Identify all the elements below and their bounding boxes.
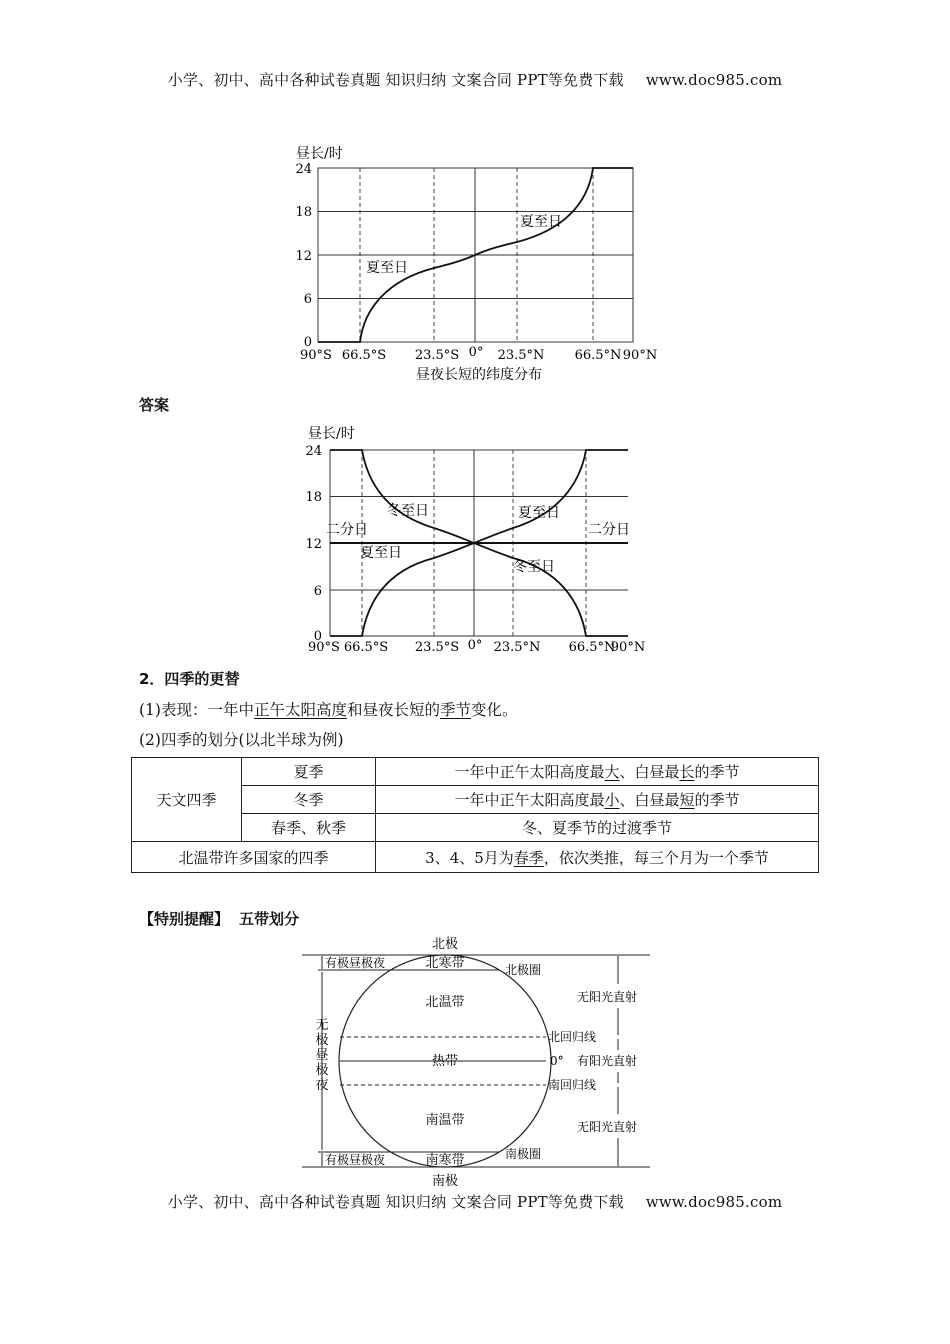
chart2-label-equinox-right: 二分日 xyxy=(588,522,630,538)
no-polar-char: 夜 xyxy=(315,1078,329,1093)
south-temperate-label: 南温带 xyxy=(425,1113,465,1128)
chart1-ytick: 0 xyxy=(303,335,312,350)
chart2-ylabel: 昼长/时 xyxy=(308,426,355,442)
p1-suffix: 变化。 xyxy=(471,701,518,719)
chart2-xtick: 90°S xyxy=(308,640,340,655)
chart2-ytick: 0 xyxy=(313,629,322,644)
p1-mid: 和昼夜长短的 xyxy=(346,701,440,719)
chart1-caption: 昼夜长短的纬度分布 xyxy=(416,367,542,383)
chart2-label-summer-right: 夏至日 xyxy=(518,505,560,521)
no-polar-char: 极 xyxy=(315,1033,329,1048)
south-pole-label: 南极 xyxy=(431,1174,459,1188)
winter-cell: 冬季 xyxy=(242,786,376,814)
antarctic-circle-label: 南极圈 xyxy=(505,1147,542,1161)
arctic-circle-label: 北极圈 xyxy=(505,963,542,977)
chart2-xtick: 66.5°S xyxy=(343,640,389,655)
chart2-ytick: 18 xyxy=(305,490,322,505)
no-direct-top-label: 无阳光直射 xyxy=(577,990,638,1004)
winter-desc: 一年中正午太阳高度最小、白昼最短的季节 xyxy=(376,786,819,814)
footer-url: www.doc985.com xyxy=(645,1193,783,1211)
p1-underline-2: 季节 xyxy=(440,701,472,719)
chart1-ylabel: 昼长/时 xyxy=(296,146,343,162)
chart1-xtick: 0° xyxy=(468,345,484,360)
p1-underline-1: 正午太阳高度 xyxy=(253,701,347,719)
reminder-heading xyxy=(139,908,299,929)
chart1-label-right: 夏至日 xyxy=(520,214,562,230)
seasons-table xyxy=(131,757,819,873)
no-polar-char: 极 xyxy=(315,1063,329,1078)
chart2-ytick: 6 xyxy=(313,584,322,599)
chart1-xtick: 23.5°N xyxy=(497,348,545,363)
chart1-xtick: 90°N xyxy=(622,348,658,363)
north-pole-label: 北极 xyxy=(431,937,459,952)
spring-autumn-desc: 冬、夏季节的过渡季节 xyxy=(376,814,819,842)
table-row xyxy=(132,758,819,786)
chart1-xtick: 23.5°S xyxy=(414,348,460,363)
chart2-ytick: 24 xyxy=(305,444,322,459)
chart2-xtick: 0° xyxy=(467,638,483,653)
temperate-seasons-cell: 北温带许多国家的四季 xyxy=(132,842,376,873)
chart2-xtick: 23.5°S xyxy=(414,640,460,655)
chart2-ytick: 12 xyxy=(305,537,322,552)
no-polar-char: 昼 xyxy=(315,1048,329,1063)
equator-label: 0° xyxy=(550,1054,564,1068)
section-title: 2．四季的更替 xyxy=(139,670,240,688)
chart1-ytick: 18 xyxy=(295,205,312,220)
temperate-desc: 3、4、5月为春季，依次类推，每三个月为一个季节 xyxy=(376,842,819,873)
no-polar-char: 无 xyxy=(315,1018,329,1033)
summer-cell: 夏季 xyxy=(242,758,376,786)
chart-daylength-1 xyxy=(288,138,668,392)
chart2-xtick: 66.5°N xyxy=(568,640,616,655)
page-footer xyxy=(0,1191,950,1212)
chart2-label-summer-left: 夏至日 xyxy=(360,545,402,561)
paragraph-division: (2)四季的划分(以北半球为例) xyxy=(139,731,344,749)
paragraph-performance xyxy=(139,698,518,720)
chart2-label-winter-left: 冬至日 xyxy=(387,503,429,519)
chart1-xtick: 66.5°S xyxy=(341,348,387,363)
answer-label: 答案 xyxy=(139,396,170,414)
chart2-xtick: 23.5°N xyxy=(493,640,541,655)
spring-autumn-cell: 春季、秋季 xyxy=(242,814,376,842)
page-header xyxy=(0,69,950,90)
tropic-cancer-label: 北回归线 xyxy=(548,1030,597,1044)
header-text: 小学、初中、高中各种试卷真题 知识归纳 文案合同 PPT等免费下载 xyxy=(167,71,624,89)
tropic-zone-label: 热带 xyxy=(431,1054,459,1069)
chart1-ytick: 6 xyxy=(303,292,312,307)
chart1-xtick: 90°S xyxy=(300,348,332,363)
north-temperate-label: 北温带 xyxy=(425,995,465,1010)
direct-sun-label: 有阳光直射 xyxy=(577,1054,638,1068)
chart2-xtick: 90°N xyxy=(610,640,646,655)
chart1-xtick: 66.5°N xyxy=(574,348,622,363)
polar-day-bottom-label: 有极昼极夜 xyxy=(325,1153,386,1167)
table-row xyxy=(132,842,819,873)
astro-seasons-cell: 天文四季 xyxy=(132,758,242,842)
reminder-title: 五带划分 xyxy=(239,910,300,928)
reminder-tag: 【特别提醒】 xyxy=(139,910,230,928)
south-frigid-label: 南寒带 xyxy=(425,1153,465,1168)
chart2-label-equinox-left: 二分日 xyxy=(326,522,368,538)
chart1-ytick: 24 xyxy=(295,162,312,177)
chart2-label-winter-right: 冬至日 xyxy=(513,559,555,575)
five-zones-diagram xyxy=(300,934,660,1192)
chart1-ytick: 12 xyxy=(295,249,312,264)
summer-desc: 一年中正午太阳高度最大、白昼最长的季节 xyxy=(376,758,819,786)
tropic-capricorn-label: 南回归线 xyxy=(548,1078,597,1092)
chart-daylength-2 xyxy=(288,420,668,664)
no-direct-bottom-label: 无阳光直射 xyxy=(577,1120,638,1134)
north-frigid-label: 北寒带 xyxy=(425,956,465,971)
header-url: www.doc985.com xyxy=(645,71,783,89)
chart1-label-left: 夏至日 xyxy=(366,260,408,276)
p1-prefix: (1)表现：一年中 xyxy=(139,701,254,719)
polar-day-top-label: 有极昼极夜 xyxy=(325,956,386,970)
footer-text: 小学、初中、高中各种试卷真题 知识归纳 文案合同 PPT等免费下载 xyxy=(167,1193,624,1211)
